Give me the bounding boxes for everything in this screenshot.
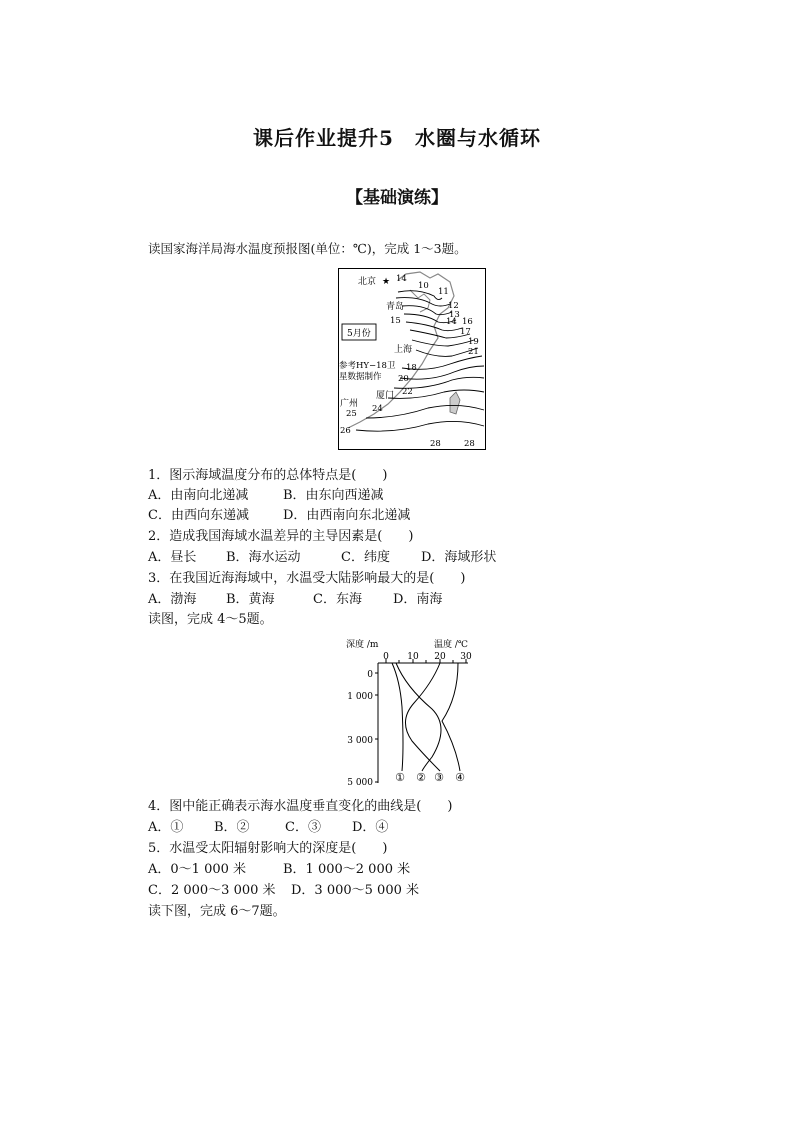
page-title: 课后作业提升5 水圈与水循环 [253,126,541,150]
option[interactable]: A．0～1 000 米 [148,862,247,877]
curve-label: ② [416,771,426,784]
city-shanghai: 上海 [394,345,413,355]
isotherm-label: 20 [398,374,409,384]
isotherm-label: 13 [449,310,460,320]
city-beijing: 北京 [358,277,377,287]
isotherm-label: 28 [464,439,475,449]
question-1-stem: 1．图示海域温度分布的总体特点是( ) [148,468,388,483]
question-4-options [148,820,388,836]
isotherm-label: 11 [438,287,449,297]
question-3-stem: 3．在我国近海海域中，水温受大陆影响最大的是( ) [148,571,466,586]
isotherm-label: 15 [390,316,401,326]
question-2-stem: 2．造成我国海域水温差异的主导因素是( ) [148,529,414,544]
isotherm-label: 28 [430,439,441,449]
option[interactable]: D．由西南向东北递减 [283,508,411,523]
source-line-1: 参考HY−18卫 [339,361,396,371]
question-5-stem: 5．水温受太阳辐射影响大的深度是( ) [148,841,388,856]
isotherm-label: 17 [460,327,471,337]
svg-text:★: ★ [382,277,391,287]
isotherm-label: 22 [402,387,413,397]
option[interactable]: C．纬度 [341,550,390,565]
intro-text-1: 读国家海洋局海水温度预报图(单位：℃)，完成 1～3题。 [148,241,467,256]
x-tick-label: 0 [383,652,389,662]
city-guangzhou: 广州 [340,399,359,409]
curve-label: ① [395,771,405,784]
x-tick-label: 30 [460,652,472,662]
option[interactable]: C．东海 [313,592,362,607]
city-qingdao: 青岛 [386,302,405,312]
y-tick-label: 0 [367,670,373,680]
depth-axis-label: 深度 /m [346,640,379,650]
isotherm-label: 19 [468,337,479,347]
option[interactable]: A．由南向北递减 [148,488,249,503]
option[interactable]: B．黄海 [226,592,275,607]
isotherm-label: 21 [468,347,479,357]
option[interactable]: D．3 000～5 000 米 [291,883,419,898]
option[interactable]: A．① [148,820,184,835]
option[interactable]: B．1 000～2 000 米 [283,862,411,877]
isotherm-label: 18 [406,363,417,373]
option[interactable]: A．渤海 [148,592,197,607]
isotherm-label: 14 [396,274,407,284]
intro-text-2: 读图，完成 4～5题。 [148,612,273,627]
temperature-axis-label: 温度 /℃ [434,640,468,650]
question-2-options [148,550,496,566]
isotherm-label: 16 [462,317,473,327]
question-5-options-row-2 [148,883,419,899]
question-5-options-row-1 [148,862,410,878]
option[interactable]: D．④ [352,820,389,835]
question-4-stem: 4．图中能正确表示海水温度垂直变化的曲线是( ) [148,799,453,814]
depth-temperature-chart [340,637,480,789]
section-heading: 【基础演练】 [346,188,448,208]
intro-text-3: 读下图，完成 6～7题。 [148,904,286,919]
option[interactable]: B．由东向西递减 [283,488,384,503]
isotherm-label: 25 [346,409,357,419]
sea-temperature-map [338,268,486,450]
curve-label: ④ [455,771,465,784]
option[interactable]: C．由西向东递减 [148,508,249,523]
isotherm-label: 14 [446,317,457,327]
x-tick-label: 20 [434,652,446,662]
y-tick-label: 3 000 [347,736,373,746]
source-line-2: 星数据制作 [339,372,382,382]
option[interactable]: C．2 000～3 000 米 [148,883,276,898]
option[interactable]: B．海水运动 [226,550,301,565]
question-3-options [148,592,442,608]
question-1-options-row-1 [148,488,384,504]
isotherm-label: 12 [448,301,459,311]
curve-label: ③ [434,771,444,784]
y-tick-label: 1 000 [347,692,373,702]
x-tick-label: 10 [407,652,419,662]
option[interactable]: D．南海 [393,592,443,607]
option[interactable]: D．海域形状 [421,550,497,565]
question-1-options-row-2 [148,508,410,524]
option[interactable]: B．② [214,820,250,835]
isotherm-label: 10 [418,281,429,291]
y-tick-label: 5 000 [347,778,373,788]
isotherm-label: 24 [372,404,383,414]
option[interactable]: A．昼长 [148,550,197,565]
month-label: 5月份 [347,329,371,339]
isotherm-label: 26 [340,426,351,436]
option[interactable]: C．③ [285,820,321,835]
city-xiamen: 厦门 [376,391,395,401]
